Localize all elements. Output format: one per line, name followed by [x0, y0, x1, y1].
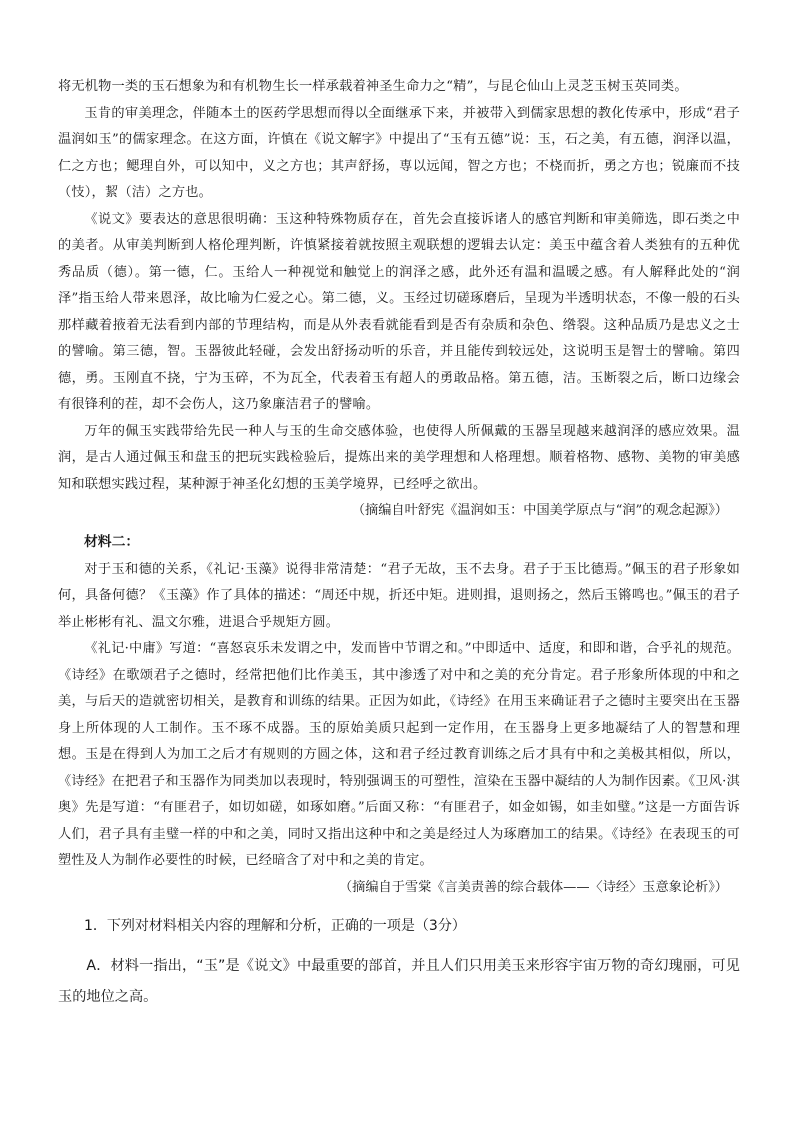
material2-paragraph-1: 对于玉和德的关系，《礼记·玉藻》说得非常清楚：“君子无故，玉不去身。君子于玉比德焉。”佩玉的君子形象如何，具备何德？《玉藻》作了具体的描述：“周还中规，折还中矩。进则揖，退则扬之，然后玉锵鸣也。”佩玉的君子举止彬彬有礼、温文尔雅，进退合乎规矩方圆。: [58, 561, 740, 630]
material1-paragraph-4: 万年的佩玉实践带给先民一种人与玉的生命交感体验，也使得人所佩戴的玉器呈现越来越润泽的感应效果。温润，是古人通过佩玉和盘玉的把玩实践检验后，提炼出来的美学理想和人格理想。顺着格物、感物、美物的审美感知和联想实践过程，某种源于神圣化幻想的玉美学境界，已经呼之欲出。: [58, 423, 740, 492]
question-option-a: A．材料一指出，“玉”是《说文》中最重要的部首，并且人们只用美玉来形容宇宙万物的奇幻瑰丽，可见玉的地位之高。: [58, 958, 740, 1005]
material2-source: （摘编自于雪棠《言美责善的综合载体——〈诗经〉玉意象论析》）: [338, 879, 728, 895]
material2-heading: 材料二：: [84, 533, 140, 550]
material1-paragraph-2: 玉肯的审美理念，伴随本土的医药学思想而得以全面继承下来，并被带入到儒家思想的教化传承中，形成“君子温润如玉”的儒家理念。在这方面，许慎在《说文解字》中提出了“玉有五德”说：玉，石之美，有五德，润泽以温，仁之方也；鳃理自外，可以知中，义之方也；其声舒扬，専以远闻，智之方也；不桡而折，勇之方也；锐廉而不技（忮），絜（洁）之方也。: [58, 105, 740, 200]
material1-paragraph-3: 《说文》要表达的意思很明确：玉这种特殊物质存在，首先会直接诉诸人的感官判断和审美筛选，即石类之中的美者。从审美判断到人格伦理判断，许慎紧接着就按照主观联想的逻辑去认定：美玉中蕴含着人类独有的五种优秀品质（德）。第一德，仁。玉给人一种视觉和触觉上的润泽之感，此外还有温和温暖之感。有人解释此处的“润泽”指玉给人带来恩泽，故比喻为仁爱之心。第二德，义。玉经过切磋琢磨后，呈现为半透明状态，不像一般的石头那样藏着掖着无法看到内部的节理结构，而是从外表看就能看到是否有杂质和杂色、绺裂。这种品质乃是忠义之士的譬喻。第三德，智。玉器彼此轻碰，会发出舒扬动听的乐音，并且能传到较远处，这说明玉是智士的譬喻。第四德，勇。玉刚直不挠，宁为玉碎，不为瓦全，代表着玉有超人的勇敢品格。第五德，洁。玉断裂之后，断口边缘会有很锋利的茬，却不会伤人，这乃象廉洁君子的譬喻。: [58, 211, 740, 412]
material1-source: （摘编自叶舒宪《温润如玉：中国美学原点与“润”的观念起源》）: [351, 503, 728, 518]
document-page: [58, 74, 740, 1013]
material1-paragraph-continued: 将无机物一类的玉石想象为和有机物生长一样承载着神圣生命力之“精”，与昆仑仙山上灵芝玉树玉英同类。: [58, 79, 688, 94]
material2-paragraph-2: 《礼记·中庸》写道：“喜怒哀乐未发谓之中，发而皆中节谓之和。”中即适中、适度，和即和谐，合乎礼的规范。《诗经》在歌颂君子之德时，经常把他们比作美玉，其中渗透了对中和之美的充分肯定。君子形象所体现的中和之美，与后天的造就密切相关，是教育和训练的结果。正因为如此，《诗经》在用玉来确证君子之德时主要突出在玉器身上所体现的人工制作。玉不琢不成器。玉的原始美质只起到一定作用，在玉器身上更多地凝结了人的智慧和理想。玉是在得到人为加工之后才有规则的方圆之体，这和君子经过教育训练之后才具有中和之美极其相似，所以，《诗经》在把君子和玉器作为同类加以表现时，特别强调玉的可塑性，渲染在玉器中凝结的人为制作因素。《卫风·淇奥》先是写道：“有匪君子，如切如磋，如琢如磨。”后面又称：“有匪君子，如金如锡，如圭如璧。”这是一方面告诉人们，君子具有圭璧一样的中和之美，同时又指出这种中和之美是经过人为琢磨加工的结果。《诗经》在表现玉的可塑性及人为制作必要性的时候，已经暗含了对中和之美的肯定。: [58, 641, 740, 868]
question-stem: 1．下列对材料相关内容的理解和分析，正确的一项是（3分）: [84, 918, 466, 934]
